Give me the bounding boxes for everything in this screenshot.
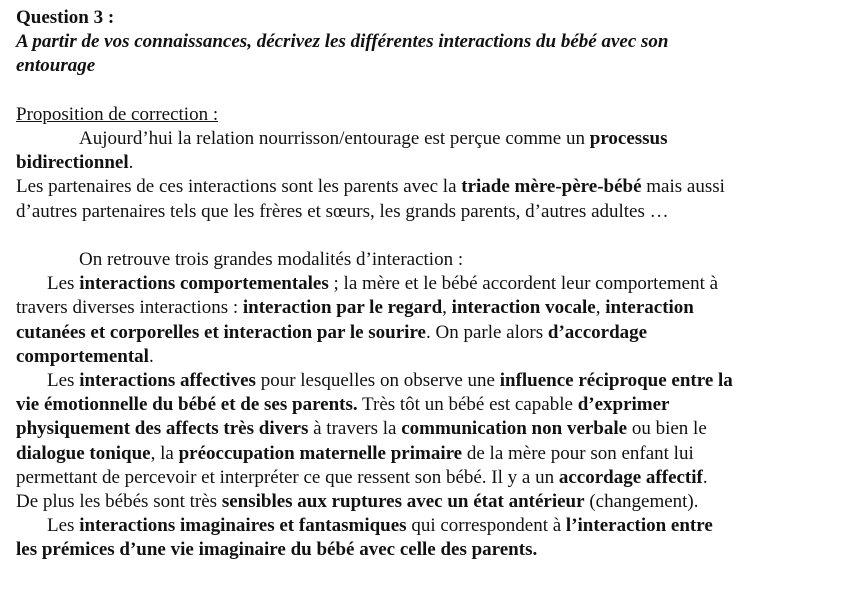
text-run: .	[702, 466, 708, 488]
bold-run: l’interaction entre	[565, 515, 713, 537]
bold-run: influence réciproque entre la	[499, 370, 733, 392]
bold-run: physiquement des affects très divers	[16, 418, 309, 440]
bold-run: interactions imaginaires et fantasmiques	[79, 515, 407, 537]
bold-run: communication non verbale	[401, 418, 628, 440]
text-run: ; la mère et le bébé accordent leur comportement à	[328, 273, 719, 295]
paragraph-5-line-5	[16, 466, 842, 490]
text-run: Très tôt un bébé est capable	[357, 394, 578, 416]
bold-run: cutanées et corporelles et interaction par le sourire	[16, 321, 426, 343]
bold-run: bidirectionnel	[16, 152, 129, 174]
text-run: d’autres partenaires tels que les frères et sœurs, les grands parents, d’autres adultes …	[16, 200, 669, 222]
text-run: . On parle alors	[425, 321, 548, 343]
paragraph-1-line-1	[16, 127, 842, 151]
text-run: , la	[150, 442, 179, 464]
bold-run: d’accordage	[547, 321, 648, 343]
spacer	[16, 79, 842, 103]
text-run: à travers la	[308, 418, 402, 440]
text-run: ou bien le	[627, 418, 707, 440]
bold-run: processus	[589, 128, 668, 149]
text-run: travers diverses interactions :	[16, 297, 243, 319]
bold-run: dialogue tonique	[16, 442, 151, 464]
bold-run: comportemental	[16, 345, 149, 367]
paragraph-4-line-2	[16, 296, 842, 320]
paragraph-5-line-1	[16, 369, 842, 393]
text-run: ,	[595, 297, 606, 319]
bold-run: interaction	[605, 297, 694, 319]
paragraph-1-line-2	[16, 151, 842, 175]
paragraph-6-line-2: les prémices d’une vie imaginaire du bébé avec celle des parents.	[16, 539, 538, 561]
bold-run: d’exprimer	[577, 394, 670, 416]
text-run: (changement).	[584, 491, 699, 513]
paragraph-5-line-2	[16, 393, 842, 417]
text-run: permettant de percevoir et interpréter ce que ressent son bébé. Il y a un	[16, 466, 559, 488]
paragraph-5-line-3	[16, 417, 842, 441]
bold-run: sensibles aux ruptures avec un état antérieur	[221, 491, 585, 513]
text-run: pour lesquelles on observe une	[255, 370, 500, 392]
text-run: Les	[47, 273, 80, 295]
paragraph-5-line-6	[16, 490, 842, 514]
paragraph-2-line-1	[16, 175, 842, 199]
text-run: de la mère pour son enfant lui	[462, 442, 694, 464]
paragraph-3-line-1	[16, 248, 842, 272]
bold-run: interaction par le regard	[242, 297, 443, 319]
paragraph-4-line-4	[16, 345, 842, 369]
text-run: .	[148, 345, 154, 367]
text-run: Les	[47, 370, 80, 392]
text-run: ,	[442, 297, 452, 319]
text-run: qui correspondent à	[406, 515, 566, 537]
spacer	[16, 224, 842, 248]
question-prompt-line-2: entourage	[16, 55, 96, 77]
question-title: Question 3 :	[16, 7, 115, 28]
bold-run: triade mère-père-bébé	[461, 176, 642, 198]
text-run: Aujourd’hui la relation nourrisson/entourage est perçue comme un	[79, 128, 590, 149]
correction-heading: Proposition de correction :	[16, 103, 219, 125]
bold-run: interactions comportementales	[79, 273, 329, 295]
text-run: mais aussi	[641, 176, 725, 198]
paragraph-2-line-2	[16, 200, 842, 224]
paragraph-6-line-1	[16, 514, 842, 538]
text-run: .	[128, 152, 134, 174]
bold-run: vie émotionnelle du bébé et de ses parents.	[16, 394, 358, 416]
text-run: De plus les bébés sont très	[16, 491, 222, 513]
paragraph-4-line-1	[16, 272, 842, 296]
bold-run: interactions affectives	[79, 370, 256, 392]
question-prompt-line-1: A partir de vos connaissances, décrivez les différentes interactions du bébé avec son	[16, 31, 669, 53]
paragraph-5-line-4	[16, 442, 842, 466]
bold-run: préoccupation maternelle primaire	[178, 442, 463, 464]
text-run: On retrouve trois grandes modalités d’interaction :	[79, 249, 464, 270]
bold-run: accordage affectif	[558, 466, 703, 488]
paragraph-4-line-3	[16, 321, 842, 345]
bold-run: interaction vocale	[451, 297, 596, 319]
text-run: Les partenaires de ces interactions sont les parents avec la	[16, 176, 462, 198]
text-run: Les	[47, 515, 80, 537]
